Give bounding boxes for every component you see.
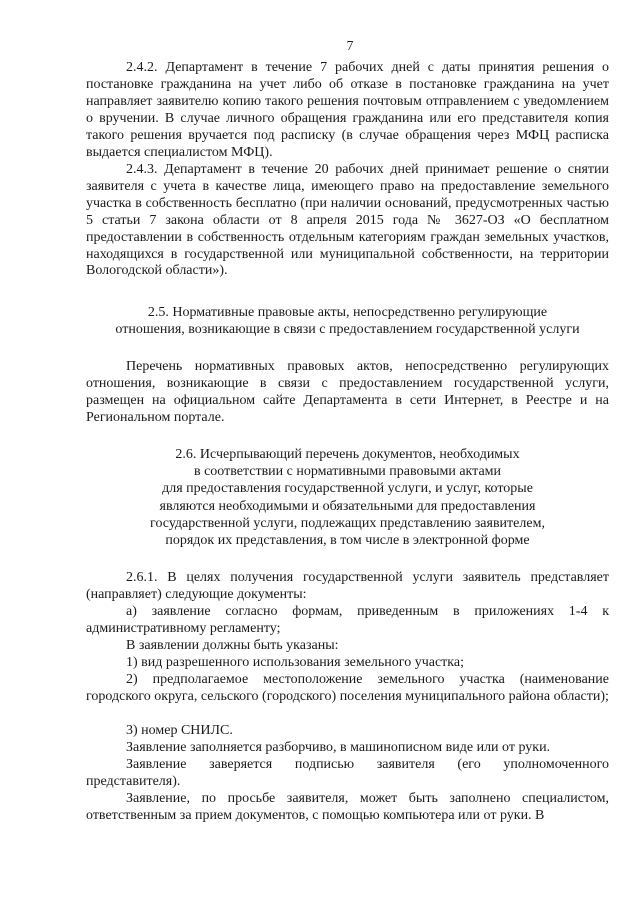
requirement-3: 3) номер СНИЛС. [126, 723, 233, 738]
page-number: 7 [346, 38, 354, 53]
heading-2-5-line: отношения, возникающие в связи с предоставлением государственной услуги [115, 322, 580, 338]
paragraph-2-6-1: 2.6.1. В целях получения государственной услуги заявитель представляет (направляет) следующие документы: [86, 570, 609, 602]
specialist-rule: Заявление, по просьбе заявителя, может быть заполнено специалистом, ответственным за прием документов, с помощью компьютера или от руки. В [86, 791, 609, 823]
heading-2-6-line: являются необходимыми и обязательными для предоставления [159, 498, 536, 514]
heading-2-6-line: 2.6. Исчерпывающий перечень документов, необходимых [175, 447, 520, 462]
requirements-intro: В заявлении должны быть указаны: [126, 638, 339, 653]
item-a: а) заявление согласно формам, приведенным в приложениях 1-4 к административному регламенту; [86, 604, 609, 636]
requirement-1: 1) вид разрешенного использования земельного участка; [126, 655, 464, 670]
heading-2-6-line: для предоставления государственной услуги, и услуг, которые [162, 481, 533, 497]
heading-2-5 [86, 304, 609, 338]
sign-rule: Заявление заверяется подписью заявителя (его уполномоченного представителя). [86, 757, 609, 789]
heading-2-6-line: в соответствии с нормативными правовыми актами [193, 464, 502, 480]
paragraph-2-4-3: 2.4.3. Департамент в течение 20 рабочих дней принимает решение о снятии заявителя с учета в качестве лица, имеющего право на предоставление земельного участка в собственность бесплатно (при наличии оснований, предусмотренных частью 5 статьи 7 закона области от 8 апреля 2015 года № 3627-ОЗ «О бесплатном предоставлении в собственность отдельным категориям граждан земельных участков, находящихся в государственной или муниципальной собственности, на территории Вологодской области»). [86, 162, 609, 279]
paragraph-2-5: Перечень нормативных правовых актов, непосредственно регулирующих отношения, возникающие в связи с предоставлением государственной услуги, размещен на официальном сайте Департамента в сети Интернет, в Реестре и на Региональном портале. [86, 359, 609, 425]
heading-2-6-line: государственной услуги, подлежащих представлению заявителем, [150, 515, 545, 531]
heading-2-5-line: 2.5. Нормативные правовые акты, непосредственно регулирующие [147, 305, 548, 320]
paragraph-2-4-2: 2.4.2. Департамент в течение 7 рабочих дней с даты принятия решения о постановке гражданина на учет либо об отказе в постановке гражданина на учет направляет заявителю копию такого решения почтовым отправлением с уведомлением о вручении. В случае личного обращения гражданина или его представителя копия такого решения вручается под расписку (в случае обращения через МФЦ расписка выдается специалистом МФЦ). [86, 60, 609, 160]
fill-rule: Заявление заполняется разборчиво, в машинописном виде или от руки. [126, 740, 551, 755]
heading-2-6-line: порядок их представления, в том числе в электронной форме [165, 533, 530, 549]
heading-2-6 [86, 446, 609, 549]
requirement-2: 2) предполагаемое местоположение земельного участка (наименование городского округа, сельского (городского) поселения муниципального района области); [86, 672, 609, 704]
